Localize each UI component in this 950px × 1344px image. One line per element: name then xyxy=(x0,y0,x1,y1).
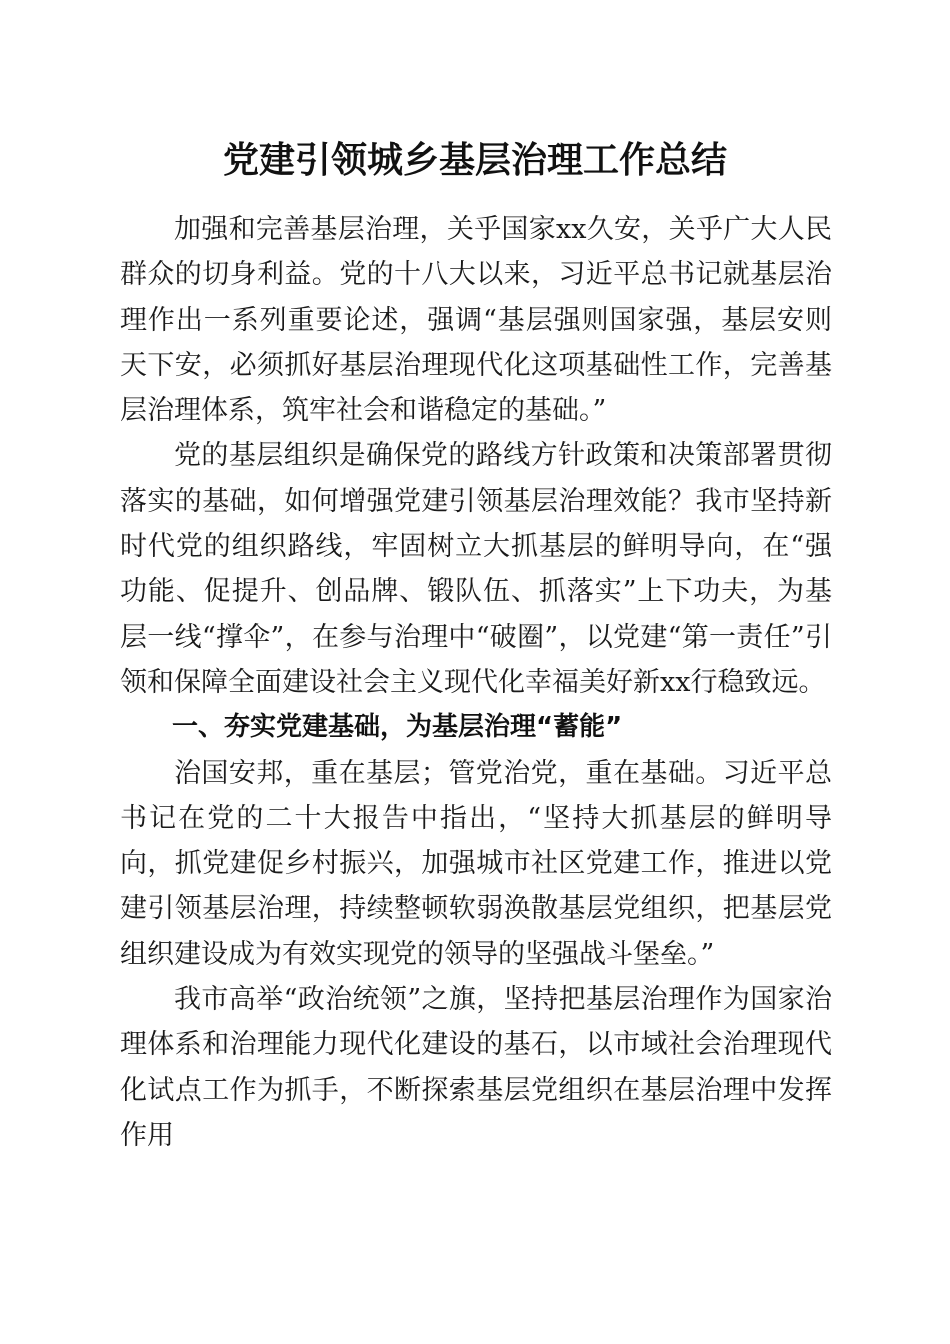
paragraph-section-1: 治国安邦，重在基层；管党治党，重在基础。习近平总书记在党的二十大报告中指出，“坚持大抓基层的鲜明导向，抓党建促乡村振兴，加强城市社区党建工作，推进以党建引领基层治理，持续整顿软弱涣散基层党组织，把基层党组织建设成为有效实现党的领导的坚强战斗堡垒。” xyxy=(120,757,832,970)
document-body xyxy=(120,207,832,1158)
section-heading-1: 一、夯实党建基础，为基层治理“蓄能” xyxy=(172,712,623,743)
document-title: 党建引领城乡基层治理工作总结 xyxy=(222,139,727,181)
paragraph-intro-2: 党的基层组织是确保党的路线方针政策和决策部署贯彻落实的基础，如何增强党建引领基层治理效能？我市坚持新时代党的组织路线，牢固树立大抓基层的鲜明导向，在“强功能、促提升、创品牌、锻队伍、抓落实”上下功夫，为基层一线“撑伞”，在参与治理中“破圈”，以党建“第一责任”引领和保障全面建设社会主义现代化幸福美好新xx行稳致远。 xyxy=(120,440,832,698)
paragraph-section-2: 我市高举“政治统领”之旗，坚持把基层治理作为国家治理体系和治理能力现代化建设的基石，以市域社会治理现代化试点工作为抓手，不断探索基层党组织在基层治理中发挥作用 xyxy=(120,984,832,1151)
paragraph-intro-1: 加强和完善基层治理，关乎国家xx久安，关乎广大人民群众的切身利益。党的十八大以来，习近平总书记就基层治理作出一系列重要论述，强调“基层强则国家强，基层安则天下安，必须抓好基层治理现代化这项基础性工作，完善基层治理体系，筑牢社会和谐稳定的基础。” xyxy=(120,214,832,427)
